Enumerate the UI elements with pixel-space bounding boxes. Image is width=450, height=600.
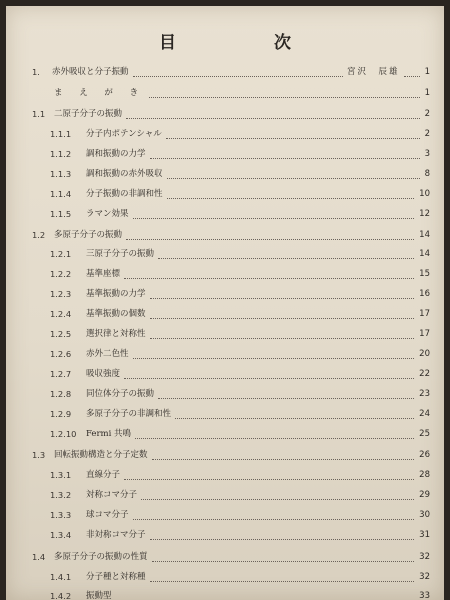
toc-entry-title: 回転振動構造と分子定数 bbox=[54, 450, 148, 460]
toc-entry-title: 球コマ分子 bbox=[86, 510, 129, 520]
toc-entry-number: 1. bbox=[32, 67, 40, 77]
dot-leader bbox=[133, 60, 343, 77]
toc-entry bbox=[6, 306, 444, 322]
toc-entry-page: 14 bbox=[419, 249, 430, 259]
toc-entry-title: ラマン効果 bbox=[86, 209, 129, 219]
dot-leader bbox=[167, 182, 414, 199]
toc-entry bbox=[6, 166, 444, 182]
page-title: 目 次 bbox=[159, 33, 337, 53]
dot-leader bbox=[175, 402, 414, 419]
toc-entry-number: 1.2.9 bbox=[50, 409, 72, 419]
toc-entry-title: 非対称コマ分子 bbox=[86, 530, 146, 540]
toc-entry-page: 26 bbox=[419, 450, 430, 460]
toc-entry-author: 宮沢 辰雄 bbox=[347, 67, 400, 77]
toc-entry-number: 1.4.2 bbox=[50, 591, 72, 600]
dot-leader bbox=[150, 322, 414, 339]
toc-entry bbox=[6, 346, 444, 362]
toc-entry-number: 1.2.1 bbox=[50, 249, 72, 259]
toc-entry-page: 29 bbox=[419, 490, 430, 500]
dot-leader bbox=[152, 443, 414, 460]
toc-entry-title: Fermi 共鳴 bbox=[86, 429, 132, 439]
toc-entry-title: 二原子分子の振動 bbox=[54, 109, 123, 119]
dot-leader bbox=[133, 342, 414, 359]
dot-leader bbox=[135, 422, 414, 439]
toc-entry-title: 直線分子 bbox=[86, 470, 121, 480]
toc-entry bbox=[6, 106, 444, 122]
toc-entry-title: 対称コマ分子 bbox=[86, 490, 138, 500]
toc-entry-number: 1.3.4 bbox=[50, 530, 72, 540]
toc-entry bbox=[6, 588, 444, 600]
toc-entry-number: 1.2.6 bbox=[50, 349, 72, 359]
toc-entry-page: 24 bbox=[419, 409, 430, 419]
toc-entry bbox=[6, 386, 444, 402]
toc-entry-title: 多原子分子の振動 bbox=[54, 230, 123, 240]
toc-entry-page: 16 bbox=[419, 289, 430, 299]
toc-entry-number: 1.1.5 bbox=[50, 209, 72, 219]
toc-entry bbox=[6, 206, 444, 222]
toc-entry-page: 20 bbox=[419, 349, 430, 359]
toc-entry-page: 12 bbox=[419, 209, 430, 219]
toc-entry bbox=[6, 527, 444, 543]
toc-entry-number: 1.1.3 bbox=[50, 169, 72, 179]
toc-entry-page: 28 bbox=[419, 470, 430, 480]
dot-leader bbox=[158, 382, 414, 399]
toc-entry-title: 基準振動の力学 bbox=[86, 289, 146, 299]
toc-entry-page: 3 bbox=[424, 149, 430, 159]
toc-entry-title: 多原子分子の非調和性 bbox=[86, 409, 172, 419]
dot-leader bbox=[124, 262, 414, 279]
toc-entry bbox=[6, 487, 444, 503]
book-page bbox=[6, 6, 444, 600]
toc-entry-number: 1.2 bbox=[32, 230, 46, 240]
toc-entry bbox=[6, 146, 444, 162]
dot-leader bbox=[150, 302, 414, 319]
toc-entry-number: 1.2.3 bbox=[50, 289, 72, 299]
toc-entry-number: 1.2.5 bbox=[50, 329, 72, 339]
toc-entry-number: 1.1 bbox=[32, 109, 46, 119]
toc-entry bbox=[6, 507, 444, 523]
dot-leader bbox=[167, 162, 420, 179]
toc-entry bbox=[6, 549, 444, 565]
toc-entry bbox=[6, 227, 444, 243]
toc-entry-number: 1.4 bbox=[32, 552, 46, 562]
toc-entry-page: 15 bbox=[419, 269, 430, 279]
toc-entry bbox=[6, 85, 444, 101]
dot-leader bbox=[150, 523, 414, 540]
toc-entry-page: 30 bbox=[419, 510, 430, 520]
toc-entry-page: 2 bbox=[424, 109, 430, 119]
toc-entry-title: 吸収強度 bbox=[86, 369, 121, 379]
toc-entry-number: 1.3 bbox=[32, 450, 46, 460]
toc-entry-title: 多原子分子の振動の性質 bbox=[54, 552, 148, 562]
toc-entry-page: 22 bbox=[419, 369, 430, 379]
toc-entry bbox=[6, 126, 444, 142]
dot-leader bbox=[152, 545, 414, 562]
toc-entry-title: 振動型 bbox=[86, 591, 112, 600]
toc-entry-page: 32 bbox=[419, 552, 430, 562]
toc-entry-title: 調和振動の力学 bbox=[86, 149, 146, 159]
toc-entry-title: 調和振動の赤外吸収 bbox=[86, 169, 163, 179]
toc-entry-title: 分子内ポテンシャル bbox=[86, 129, 162, 139]
toc-entry-page: 33 bbox=[419, 591, 430, 600]
toc-entry bbox=[6, 406, 444, 422]
toc-entry bbox=[6, 366, 444, 382]
dot-leader bbox=[126, 102, 420, 119]
toc-entry-title: 分子種と対称種 bbox=[86, 572, 146, 582]
toc-entry-title: 赤外二色性 bbox=[86, 349, 129, 359]
dot-leader bbox=[126, 223, 414, 240]
toc-entry-page: 1 bbox=[424, 67, 430, 77]
dot-leader bbox=[124, 362, 414, 379]
toc-entry-page: 25 bbox=[419, 429, 430, 439]
toc-entry-number: 1.2.8 bbox=[50, 389, 72, 399]
toc-entry-title: 分子振動の非調和性 bbox=[86, 189, 163, 199]
toc-entry-page: 1 bbox=[424, 88, 430, 98]
toc-entry-title: 三原子分子の振動 bbox=[86, 249, 155, 259]
dot-leader bbox=[150, 565, 414, 582]
toc-entry-page: 2 bbox=[424, 129, 430, 139]
toc-entry-page: 17 bbox=[419, 329, 430, 339]
toc-entry-number: 1.2.10 bbox=[50, 429, 77, 439]
dot-leader bbox=[124, 463, 414, 480]
dot-leader bbox=[150, 142, 420, 159]
toc-entry-number: 1.3.3 bbox=[50, 510, 72, 520]
toc-entry-page: 14 bbox=[419, 230, 430, 240]
toc-entry-number: 1.1.1 bbox=[50, 129, 72, 139]
toc-entry-page: 23 bbox=[419, 389, 430, 399]
toc-entry-number: 1.2.4 bbox=[50, 309, 72, 319]
toc-entry-number: 1.3.2 bbox=[50, 490, 72, 500]
dot-leader bbox=[150, 282, 414, 299]
toc-entry-title: 同位体分子の振動 bbox=[86, 389, 155, 399]
toc-entry bbox=[6, 64, 444, 80]
toc-entry-title: 赤外吸収と分子振動 bbox=[52, 67, 129, 77]
toc-entry bbox=[6, 569, 444, 585]
toc-entry-number: 1.2.2 bbox=[50, 269, 72, 279]
toc-entry bbox=[6, 186, 444, 202]
toc-entry-page: 8 bbox=[424, 169, 430, 179]
dot-leader bbox=[166, 122, 420, 139]
dot-leader bbox=[133, 503, 414, 520]
toc-entry-title: 基準振動の個数 bbox=[86, 309, 146, 319]
dot-leader bbox=[141, 483, 414, 500]
toc-entry bbox=[6, 447, 444, 463]
toc-entry-page: 10 bbox=[419, 189, 430, 199]
toc-entry bbox=[6, 467, 444, 483]
toc-entry-number: 1.4.1 bbox=[50, 572, 72, 582]
toc-entry bbox=[6, 426, 444, 442]
dot-leader bbox=[149, 81, 420, 98]
toc-entry-title: ま え が き bbox=[54, 88, 146, 98]
toc-entry-page: 17 bbox=[419, 309, 430, 319]
toc-entry bbox=[6, 266, 444, 282]
dot-leader bbox=[133, 202, 414, 219]
toc-entry-page: 31 bbox=[419, 530, 430, 540]
dot-leader bbox=[158, 242, 414, 259]
toc-entry bbox=[6, 246, 444, 262]
toc-entry-page: 32 bbox=[419, 572, 430, 582]
dot-leader bbox=[404, 60, 420, 77]
toc-entry-title: 基準座標 bbox=[86, 269, 121, 279]
toc-entry-number: 1.3.1 bbox=[50, 470, 72, 480]
toc-entry-number: 1.1.4 bbox=[50, 189, 72, 199]
toc-list bbox=[6, 6, 444, 600]
toc-entry bbox=[6, 326, 444, 342]
dot-leader bbox=[116, 584, 414, 600]
toc-entry-number: 1.1.2 bbox=[50, 149, 72, 159]
toc-entry bbox=[6, 286, 444, 302]
toc-entry-number: 1.2.7 bbox=[50, 369, 72, 379]
toc-entry-title: 選択律と対称性 bbox=[86, 329, 146, 339]
